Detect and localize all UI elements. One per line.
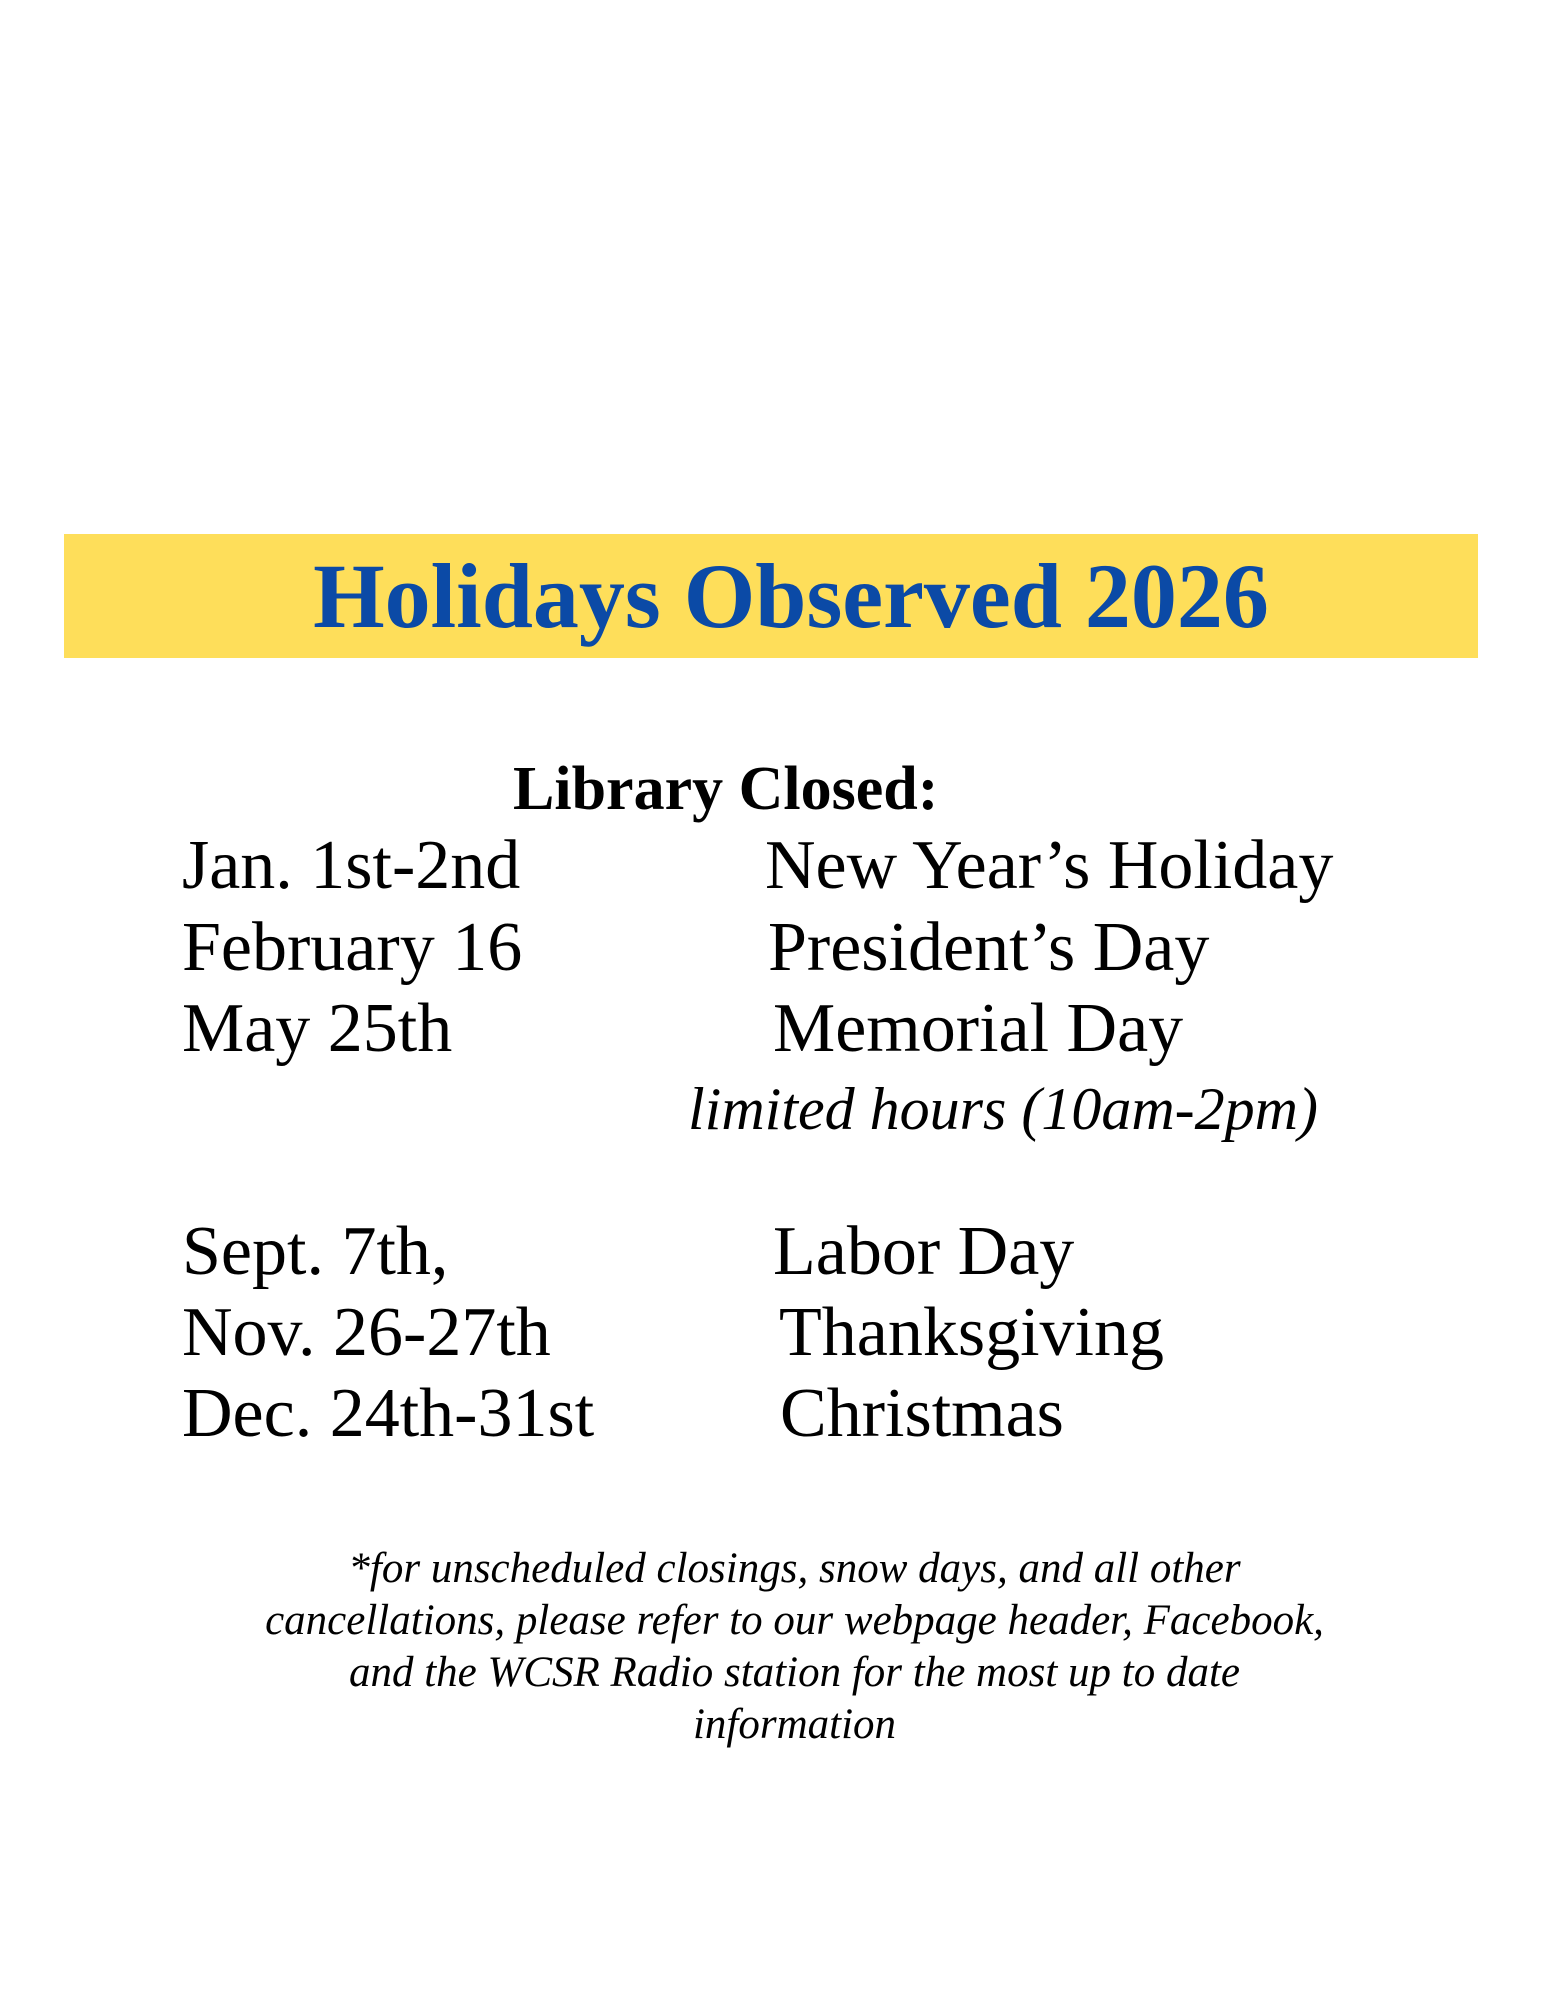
holiday-row (0, 1212, 1545, 1292)
holiday-row (0, 1293, 1545, 1373)
holiday-name: New Year’s Holiday (765, 827, 1334, 904)
holiday-date: Jan. 1st-2nd (182, 827, 521, 904)
holiday-name: Memorial Day (773, 990, 1184, 1067)
holiday-name: Thanksgiving (779, 1294, 1164, 1371)
holiday-date: Sept. 7th, (182, 1213, 449, 1290)
holiday-row (0, 826, 1545, 906)
footnote-line: information (692, 1701, 897, 1748)
holiday-date: May 25th (182, 990, 453, 1067)
holiday-row (0, 908, 1545, 988)
limited-hours-note: limited hours (10am-2pm) (688, 1076, 1318, 1142)
title-banner (64, 534, 1478, 658)
holiday-name: Labor Day (773, 1213, 1075, 1290)
holiday-name: Christmas (780, 1375, 1064, 1452)
holiday-row (0, 989, 1545, 1069)
footnote-line: *for unscheduled closings, snow days, and all other (348, 1545, 1241, 1592)
section-title: Library Closed: (513, 755, 939, 823)
holiday-row (0, 1374, 1545, 1454)
page-title: Holidays Observed 2026 (313, 545, 1269, 647)
footnote-line: cancellations, please refer to our webpage header, Facebook, (265, 1597, 1324, 1644)
footnote-line: and the WCSR Radio station for the most up to date (348, 1649, 1240, 1696)
holiday-name: President’s Day (768, 909, 1210, 986)
holiday-date: Dec. 24th-31st (182, 1375, 595, 1452)
closings-footnote (172, 1543, 1417, 1751)
holiday-date: February 16 (182, 909, 523, 986)
holiday-date: Nov. 26-27th (182, 1294, 551, 1371)
